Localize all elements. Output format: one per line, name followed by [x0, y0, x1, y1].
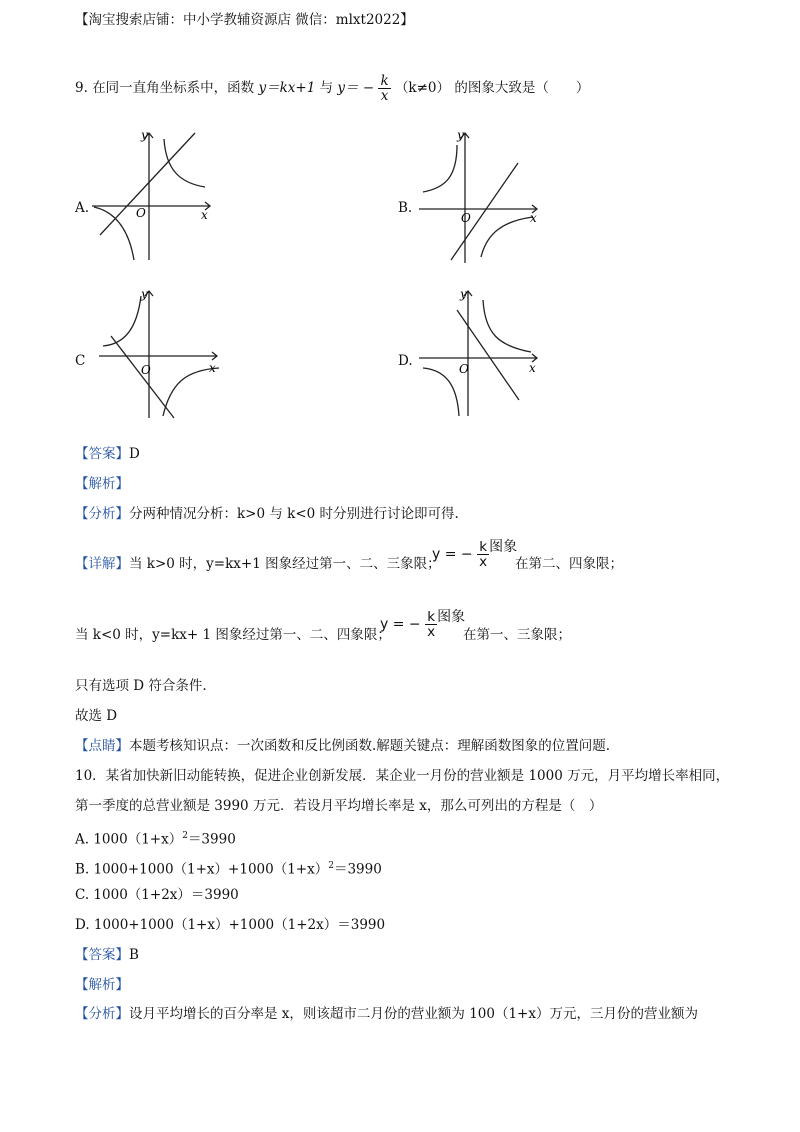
- header-note: 【淘宝搜索店铺：中小学教辅资源店 微信：mlxt2022】: [75, 12, 414, 28]
- q10-answer-tag: 【答案】: [75, 947, 129, 963]
- q9-graph-d: [415, 286, 545, 426]
- q10-analysis-tag: 【解析】: [75, 977, 129, 993]
- q9-answer-tag: 【答案】: [75, 446, 129, 462]
- q9-graph-a-y-label: y: [141, 128, 148, 142]
- q9-detail-tag: 【详解】: [75, 556, 129, 572]
- q9-graph-c: [95, 286, 225, 426]
- q9-detail2-text-b: 在第一、三象限；: [463, 627, 571, 643]
- q9-dianjing-text: 本题考核知识点：一次函数和反比例函数.解题关键点：理解函数图象的位置问题.: [129, 738, 611, 754]
- q10-fenxi-text: 设月平均增长的百分率是 x，则该超市二月份的营业额为 100（1+x）万元，三月份的营业额为: [129, 1006, 698, 1022]
- q9-detail2-formula: [380, 610, 465, 639]
- q9-fenxi-text: 分两种情况分析：k>0 与 k<0 时分别进行讨论即可得.: [129, 506, 459, 522]
- q9-dianjing-tag: 【点睛】: [75, 738, 129, 754]
- q9-func2-sign: −: [362, 80, 375, 96]
- q9-detail2-den: x: [427, 624, 436, 640]
- q10-answer-line: [75, 946, 139, 964]
- q9-detail1-text-a: 当 k>0 时，y=kx+1 图象经过第一、二、三象限；: [129, 556, 441, 572]
- q9-func2-num: k: [380, 73, 389, 89]
- q9-option-b-label: B.: [398, 200, 413, 216]
- q9-detail2-text-a: 当 k<0 时，y=kx+ 1 图象经过第一、二、四象限；: [75, 627, 391, 643]
- q9-func1: y＝kx+1: [258, 80, 316, 96]
- q10-answer-value: B: [129, 947, 139, 963]
- q9-graph-d-x-label: x: [529, 361, 536, 375]
- q9-graph-d-origin-label: O: [459, 362, 469, 376]
- q10-stem-line2: 第一季度的总营业额是 3990 万元．若设月平均增长率是 x，那么可列出的方程是（ ）: [75, 798, 603, 814]
- q9-stem-c: 的图象大致是（ ）: [454, 80, 590, 96]
- q10-option-a-exp: 2: [182, 831, 188, 841]
- q9-answer-value: D: [129, 446, 140, 462]
- q9-choose-line: 故选 D: [75, 708, 118, 724]
- q9-graph-c-x-label: x: [209, 361, 216, 375]
- q9-graph-b-x-label: x: [530, 211, 537, 225]
- q9-detail1-lhs: y = −: [432, 546, 473, 563]
- q10-option-a: [75, 827, 236, 849]
- q9-graph-d-y-label: y: [460, 287, 467, 301]
- q9-detail2-num: k: [425, 610, 437, 625]
- q10-option-b: [75, 857, 382, 879]
- q10-option-b-exp: 2: [328, 861, 334, 871]
- q9-detail1-text-b: 在第二、四象限；: [515, 556, 623, 572]
- q9-detail1-num: k: [477, 540, 489, 555]
- q9-option-d-label: D.: [398, 353, 413, 369]
- q9-graph-b-y-label: y: [457, 128, 464, 142]
- q9-number: 9.: [75, 80, 88, 96]
- q10-stem-line1: 10．某省加快新旧动能转换，促进企业创新发展．某企业一月份的营业额是 1000 万元，月平均增长率相同，: [75, 768, 730, 784]
- q9-func2-den: x: [380, 88, 389, 104]
- q10-fenxi-line: [75, 1005, 698, 1023]
- q9-cond: （k≠0）: [394, 80, 451, 96]
- q10-option-b-rhs: ＝3990: [333, 861, 382, 878]
- q9-detail2-lhs: y = −: [380, 616, 421, 633]
- q9-detail2-fraction: [425, 610, 437, 639]
- q9-graph-c-y-label: y: [141, 287, 148, 301]
- q9-only-line: 只有选项 D 符合条件.: [75, 678, 207, 694]
- q9-answer-line: [75, 445, 140, 463]
- q9-graph-c-origin-label: O: [141, 363, 151, 377]
- q9-graph-a-x-label: x: [201, 208, 208, 222]
- q9-graph-a-origin-label: O: [136, 206, 146, 220]
- q9-detail1-fraction: [477, 540, 489, 569]
- q9-stem-a: 在同一直角坐标系中，函数: [92, 80, 255, 96]
- q9-graph-a: [90, 125, 220, 265]
- q9-stem: [75, 74, 589, 103]
- q9-func2-fraction: [378, 74, 390, 103]
- q9-detail-line1: [75, 555, 441, 573]
- q9-analysis-tag: 【解析】: [75, 476, 129, 492]
- q9-graph-b-origin-label: O: [461, 211, 471, 225]
- q10-option-b-text: B. 1000+1000（1+x）+1000（1+x）: [75, 861, 329, 878]
- q9-detail1-formula: [432, 540, 517, 569]
- q9-option-a-label: A.: [75, 200, 90, 216]
- q9-dianjing-line: [75, 737, 610, 755]
- q9-fenxi-line: [75, 505, 459, 523]
- q9-detail1-den: x: [479, 554, 488, 570]
- q9-detail1-word: 图象: [489, 539, 518, 555]
- q9-option-c-label: C: [75, 353, 86, 369]
- q10-fenxi-tag: 【分析】: [75, 1006, 129, 1022]
- q9-graph-b: [415, 125, 545, 270]
- q9-detail2-word: 图象: [437, 609, 466, 625]
- q10-option-d: D. 1000+1000（1+x）+1000（1+2x）＝3990: [75, 917, 386, 933]
- q10-option-c: C. 1000（1+2x）＝3990: [75, 887, 239, 903]
- q10-option-a-text: A. 1000（1+x）: [75, 831, 183, 848]
- q10-option-a-rhs: ＝3990: [187, 831, 236, 848]
- q9-fenxi-tag: 【分析】: [75, 506, 129, 522]
- q9-func2-lhs: y＝: [337, 80, 359, 96]
- q9-stem-b: 与: [319, 80, 334, 96]
